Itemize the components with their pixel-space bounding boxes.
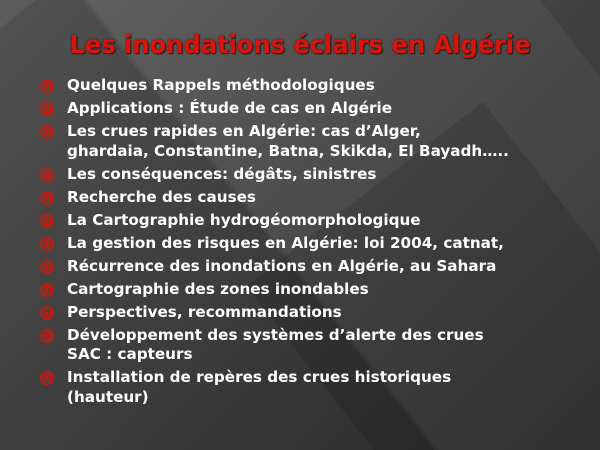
list-item (40, 165, 596, 185)
target-bullet-icon (40, 329, 54, 343)
bullet-list (40, 76, 596, 411)
list-item-label: Installation de repères des crues historiques (hauteur) (67, 368, 452, 406)
list-item (40, 326, 596, 365)
list-item (40, 211, 596, 231)
list-item-label: Développement des systèmes d’alerte des crues SAC : capteurs (67, 325, 484, 363)
list-item (40, 280, 596, 300)
slide-title: Les inondations éclairs en Algérie (69, 30, 531, 59)
target-bullet-icon (40, 306, 54, 320)
list-item-label: Les conséquences: dégâts, sinistres (67, 164, 377, 183)
list-item-label: Les crues rapides en Algérie: cas d’Alger, ghardaia, Constantine, Batna, Skikda, El Bayadh….. (67, 122, 509, 160)
target-bullet-icon (40, 168, 54, 182)
list-item-label: Recherche des causes (67, 187, 256, 206)
list-item (40, 368, 596, 407)
list-item-label: Quelques Rappels méthodologiques (67, 76, 375, 94)
list-item-label: Récurrence des inondations en Algérie, au Sahara (67, 256, 497, 275)
list-item (40, 188, 596, 208)
list-item (40, 234, 596, 254)
list-item (40, 122, 596, 161)
target-bullet-icon (40, 191, 54, 205)
target-bullet-icon (40, 79, 54, 93)
target-bullet-icon (40, 125, 54, 139)
list-item (40, 257, 596, 277)
list-item-label: La gestion des risques en Algérie: loi 2004, catnat, (67, 233, 504, 252)
target-bullet-icon (40, 371, 54, 385)
target-bullet-icon (40, 102, 54, 116)
list-item (40, 99, 596, 119)
list-item (40, 303, 596, 323)
target-bullet-icon (40, 283, 54, 297)
list-item-label: Perspectives, recommandations (67, 302, 342, 321)
list-item-label: Cartographie des zones inondables (67, 279, 369, 298)
target-bullet-icon (40, 214, 54, 228)
list-item-label: Applications : Étude de cas en Algérie (67, 99, 393, 117)
target-bullet-icon (40, 237, 54, 251)
list-item-label: La Cartographie hydrogéomorphologique (67, 210, 421, 229)
list-item (40, 76, 596, 96)
target-bullet-icon (40, 260, 54, 274)
